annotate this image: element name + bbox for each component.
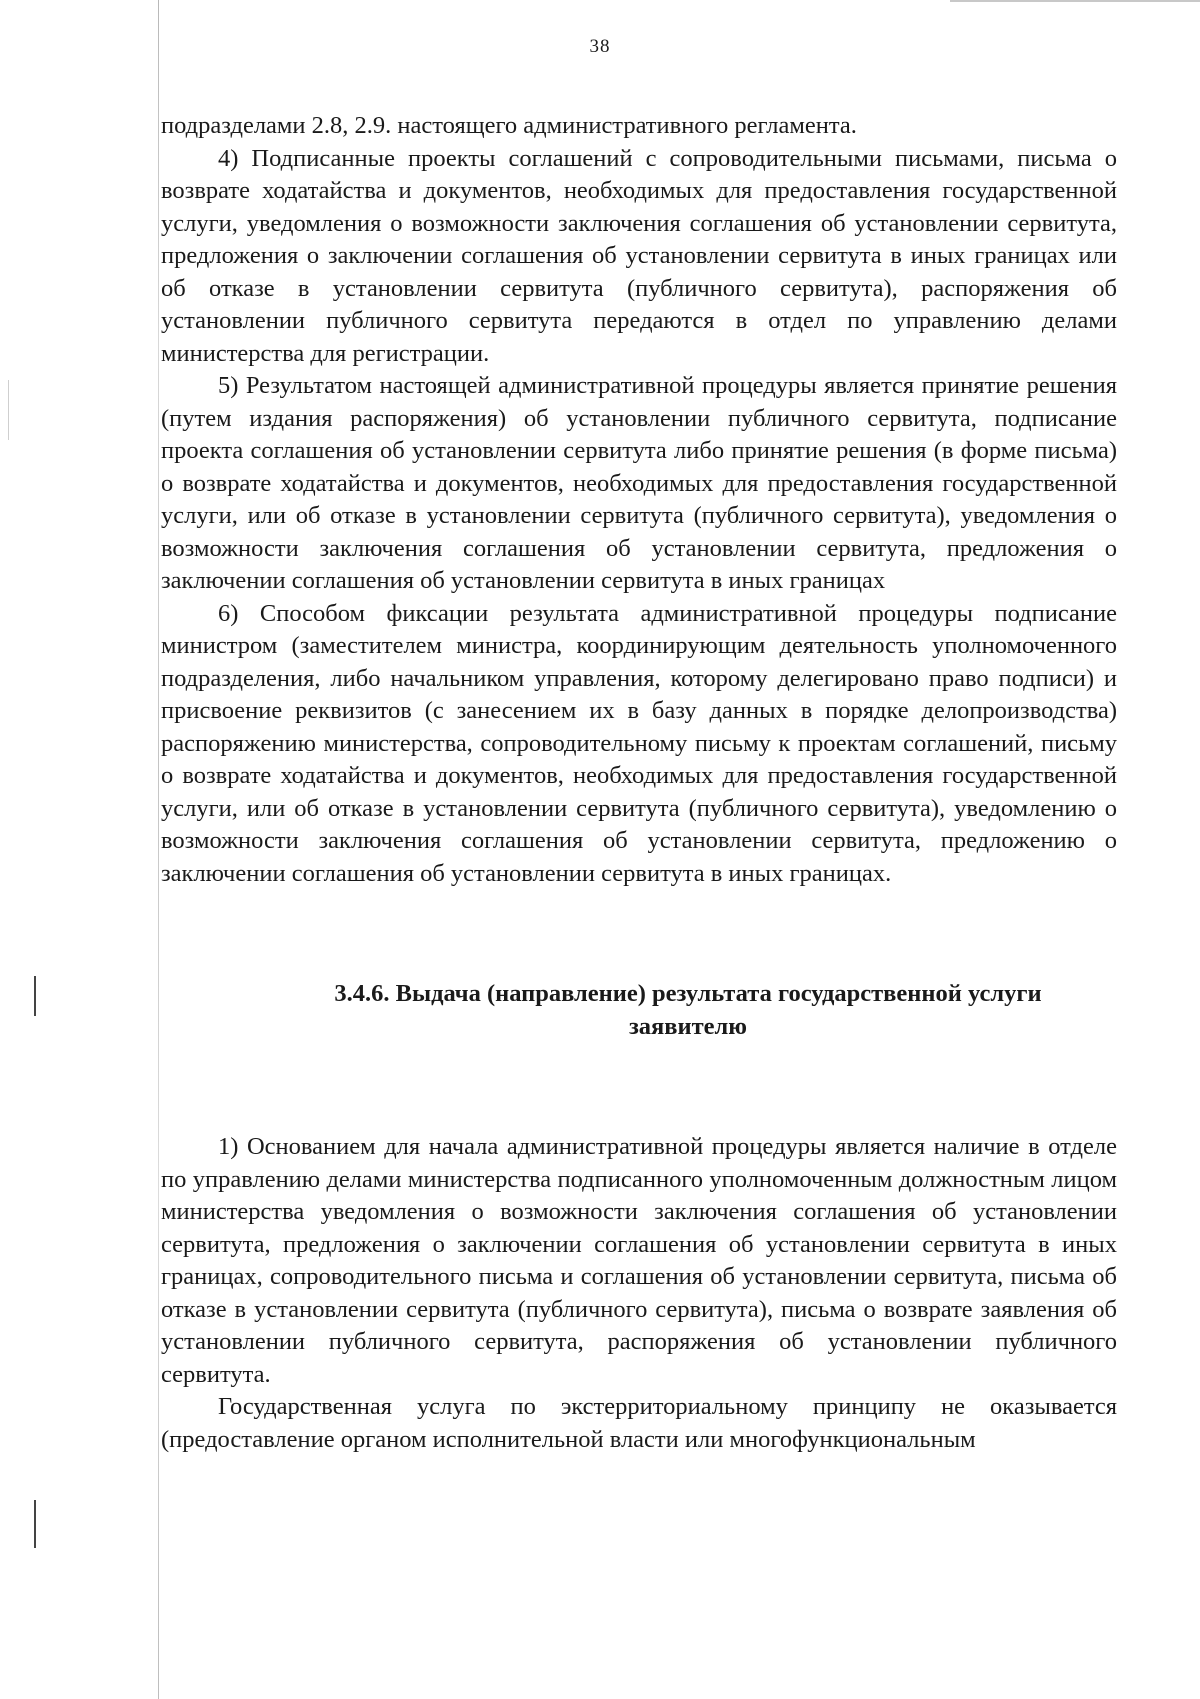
paragraph: Государственная услуга по экстерриториальному принципу не оказывается (предоставление органом исполнительной власти или многофункциональным [161,1393,1117,1453]
paragraph: 5) Результатом настоящей административной процедуры является принятие решения (путем издания распоряжения) об установлении публичного сервитута, подписание проекта соглашения об установлении сервитута либо принятие решения (в форме письма) о возврате ходатайства и документов, необходимых для предоставления государственной услуги, или об отказе в установлении сервитута (публичного сервитута), уведомления о возможности заключения соглашения об установлении сервитута, предложения о заключении соглашения об установлении сервитута в иных границах [161,372,1117,594]
document-body [161,110,1117,1456]
paragraph: 6) Способом фиксации результата административной процедуры подписание министром (заместителем министра, координирующим деятельность уполномоченного подразделения, либо начальником управления, которому делегировано право подписи) и присвоение реквизитов (с занесением их в базу данных в порядке делопроизводства) распоряжению министерства, сопроводительному письму к проектам соглашений, письму о возврате ходатайства и документов, необходимых для предоставления государственной услуги, или об отказе в установлении сервитута (публичного сервитута), уведомлению о возможности заключения соглашения об установлении сервитута, предложению о заключении соглашения об установлении сервитута в иных границах. [161,599,1117,887]
paragraph: 1) Основанием для начала административной процедуры является наличие в отделе по управлению делами министерства подписанного уполномоченным должностным лицом министерства уведомления о возможности заключения соглашения об установлении сервитута, предложения о заключении соглашения об установлении сервитута в иных границах, сопроводительного письма и соглашения об установлении сервитута, письма об отказе в установлении сервитута (публичного сервитута), письма о возврате заявления об установлении публичного сервитута, распоряжения об установлении публичного сервитута. [161,1133,1117,1388]
scan-edge-line [950,0,1200,2]
paragraph: подразделами 2.8, 2.9. настоящего административного регламента. [161,112,857,139]
section-heading-line: 3.4.6. Выдача (направление) результата государственной услуги [334,980,1042,1007]
binding-margin-line [158,0,159,1699]
section-heading [259,978,1117,1043]
scan-artifact-mark [34,976,36,1016]
section-heading-line: заявителю [628,1012,748,1040]
page-number: 38 [589,36,611,57]
scan-artifact-mark [34,1500,36,1548]
scan-artifact-mark [8,380,9,440]
paragraph: 4) Подписанные проекты соглашений с сопроводительными письмами, письма о возврате ходатайства и документов, необходимых для предоставления государственной услуги, уведомления о возможности заключения соглашения об установлении сервитута, предложения о заключении соглашения об установлении сервитута в иных границах или об отказе в установлении сервитута (публичного сервитута), распоряжения об установлении публичного сервитута передаются в отдел по управлению делами министерства для регистрации. [161,144,1117,367]
